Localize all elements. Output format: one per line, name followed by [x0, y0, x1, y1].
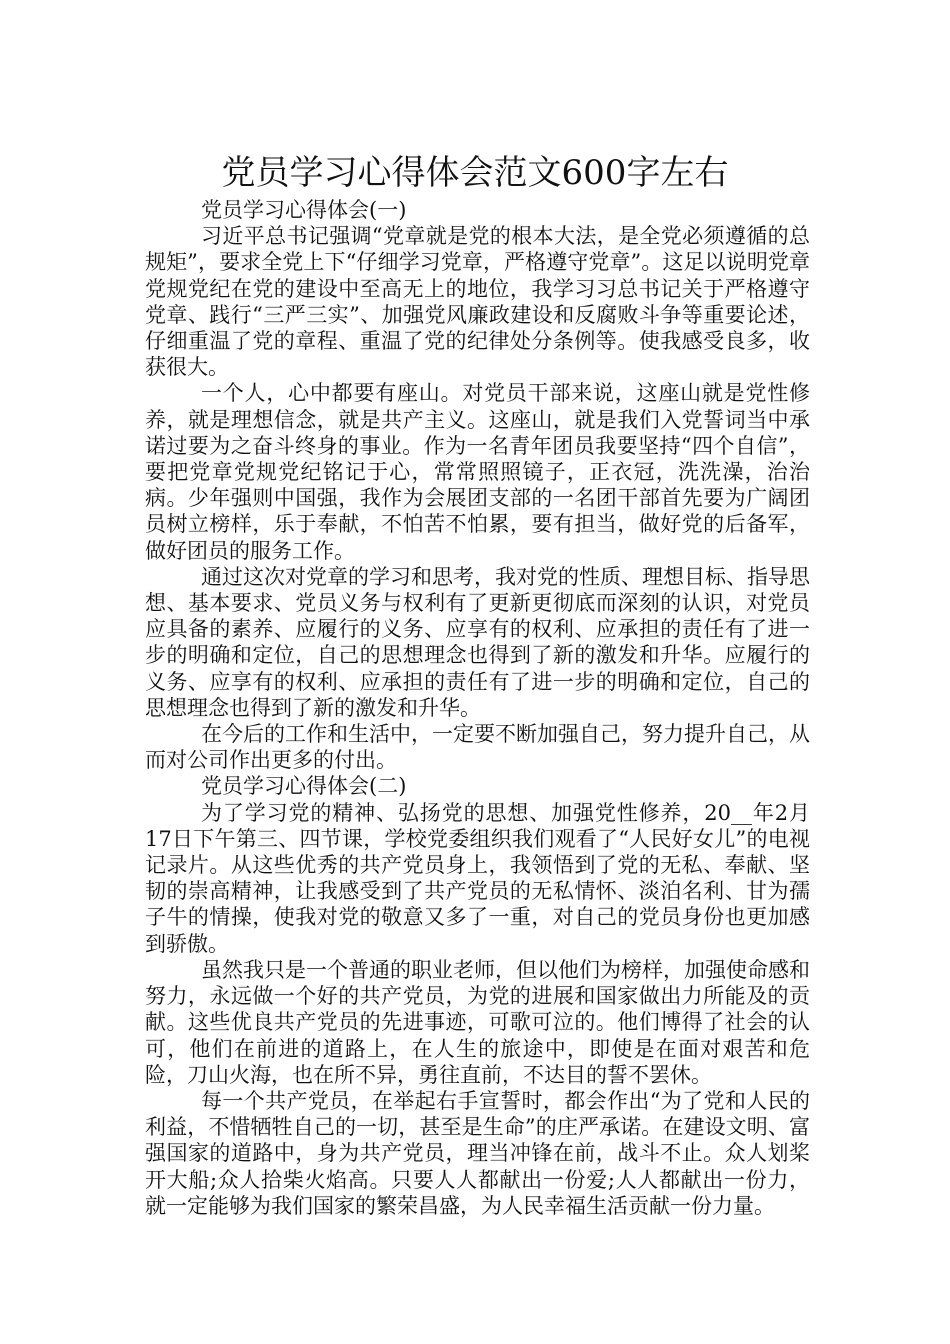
section-2-paragraph-2: 虽然我只是一个普通的职业老师，但以他们为榜样，加强使命感和努力，永远做一个好的共产党员，为党的进展和国家做出力所能及的贡献。这些优良共产党员的先进事迹，可歌可泣的。他们博得了社会的认可，他们在前进的道路上，在人生的旅途中，即使是在面对艰苦和危险，刀山火海，也在所不异，勇往直前，不达目的誓不罢休。 — [145, 957, 810, 1087]
section-2-paragraph-1: 为了学习党的精神、弘扬党的思想、加强党性修养，20__年2月17日下午第三、四节课，学校党委组织我们观看了“人民好女儿”的电视记录片。从这些优秀的共产党员身上，我领悟到了党的无私、奉献、坚韧的崇高精神，让我感受到了共产党员的无私情怀、淡泊名利、甘为孺子牛的情操，使我对党的敬意又多了一重，对自己的党员身份也更加感到骄傲。 — [145, 800, 810, 956]
section-1-paragraph-1: 习近平总书记强调“党章就是党的根本大法，是全党必须遵循的总规矩”，要求全党上下“仔细学习党章，严格遵守党章”。这足以说明党章党规党纪在党的建设中至高无上的地位，我学习习总书记关于严格遵守党章、践行“三严三实”、加强党风廉政建设和反腐败斗争等重要论述，仔细重温了党的章程、重温了党的纪律处分条例等。使我感受良多，收获很大。 — [145, 224, 810, 380]
section-heading-2: 党员学习心得体会(二) — [201, 774, 407, 799]
section-1-paragraph-4: 在今后的工作和生活中，一定要不断加强自己，努力提升自己，从而对公司作出更多的付出。 — [145, 722, 810, 773]
document-title: 党员学习心得体会范文600字左右 — [221, 152, 729, 193]
section-1-paragraph-2: 一个人，心中都要有座山。对党员干部来说，这座山就是党性修养，就是理想信念，就是共产主义。这座山，就是我们入党誓词当中承诺过要为之奋斗终身的事业。作为一名青年团员我要坚持“四个自信”，要把党章党规党纪铭记于心，常常照照镜子，正衣冠，洗洗澡，治治病。少年强则中国强，我作为会展团支部的一名团干部首先要为广阔团员树立榜样，乐于奉献，不怕苦不怕累，要有担当，做好党的后备军，做好团员的服务工作。 — [145, 381, 810, 563]
document-body — [145, 197, 810, 1219]
section-1-paragraph-3: 通过这次对党章的学习和思考，我对党的性质、理想目标、指导思想、基本要求、党员义务与权利有了更新更彻底而深刻的认识，对党员应具备的素养、应履行的义务、应享有的权利、应承担的责任有了进一步的明确和定位，自己的思想理念也得到了新的激发和升华。应履行的义务、应享有的权利、应承担的责任有了进一步的明确和定位，自己的思想理念也得到了新的激发和升华。 — [145, 564, 810, 720]
section-heading-1: 党员学习心得体会(一) — [201, 198, 407, 222]
section-2-paragraph-3: 每一个共产党员，在举起右手宣誓时，都会作出“为了党和人民的利益，不惜牺牲自己的一切，甚至是生命”的庄严承诺。在建设文明、富强国家的道路中，身为共产党员，理当冲锋在前，战斗不止。众人划桨开大船;众人拾柴火焰高。只要人人都献出一份爱;人人都献出一份力，就一定能够为我们国家的繁荣昌盛，为人民幸福生活贡献一份力量。 — [145, 1088, 810, 1218]
